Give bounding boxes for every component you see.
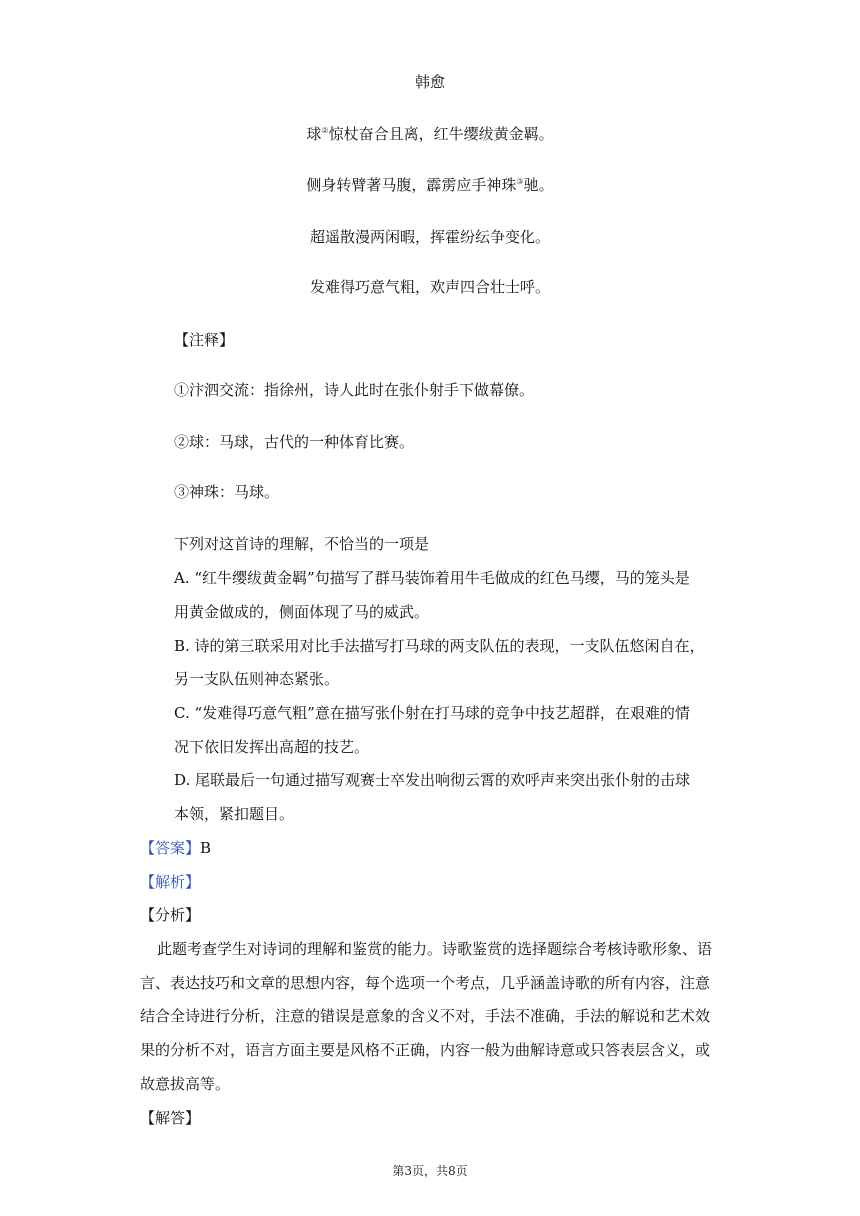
note-item: ②球：马球，古代的一种体育比赛。 (174, 433, 415, 451)
option-a-line1: A. “红牛缨绂黄金羁”句描写了群马装饰着用牛毛做成的红色马缨，马的笼头是 (174, 569, 690, 587)
fenxi-line: 果的分析不对，语言方面主要是风格不正确，内容一般为曲解诗意或只答表层含义，或 (140, 1041, 711, 1059)
option-c-line2: 况下依旧发挥出高超的技艺。 (174, 738, 370, 756)
option-b-line2: 另一支队伍则神态紧张。 (174, 670, 340, 688)
poem-line-4 (0, 277, 860, 297)
fenxi-line: 结合全诗进行分析，注意的错误是意象的含义不对，手法不准确，手法的解说和艺术效 (140, 1007, 711, 1025)
footnote-marker: ② (321, 126, 329, 135)
note-item: ①汴泗交流：指徐州，诗人此时在张仆射手下做幕僚。 (174, 381, 535, 399)
jieda-label: 【解答】 (140, 1109, 201, 1127)
fenxi-line: 言、表达技巧和文章的思想内容，每个选项一个考点，几乎涵盖诗歌的所有内容，注意 (140, 974, 711, 992)
option-a-line2: 用黄金做成的，侧面体现了马的威武。 (174, 603, 430, 621)
poem-line-text: 驰。 (523, 176, 554, 194)
page-number: 第3页，共8页 (392, 1164, 468, 1178)
fenxi-line: 故意拔高等。 (140, 1075, 231, 1093)
poem-line-text: 惊杖奋合且离，红牛缨绂黄金羁。 (328, 125, 554, 143)
poem-line-2 (0, 175, 860, 195)
poem-line-text: 侧身转臂著马腹，霹雳应手神珠 (306, 176, 517, 194)
option-d-line1: D. 尾联最后一句通过描写观赛士卒发出响彻云霄的欢呼声来突出张仆射的击球 (174, 771, 691, 789)
fenxi-label: 【分析】 (140, 906, 201, 924)
notes-heading: 【注释】 (174, 331, 235, 349)
poem-line-1 (0, 124, 860, 144)
poem-line-3 (0, 227, 860, 247)
option-c-line1: C. “发难得巧意气粗”意在描写张仆射在打马球的竞争中技艺超群，在艰难的情 (174, 704, 690, 722)
analysis-label: 【解析】 (140, 873, 201, 891)
poem-line-text: 超遥散漫两闲暇，挥霍纷纭争变化。 (309, 228, 550, 246)
answer-label: 【答案】 (140, 839, 201, 857)
question-stem: 下列对这首诗的理解，不恰当的一项是 (174, 535, 430, 553)
note-item: ③神珠：马球。 (174, 483, 280, 501)
poem-line-text: 发难得巧意气粗，欢声四合壮士呼。 (309, 278, 550, 296)
answer-row (140, 838, 211, 858)
option-b-line1: B. 诗的第三联采用对比手法描写打马球的两支队伍的表现，一支队伍悠闲自在， (174, 637, 705, 655)
poem-line-text: 球 (306, 125, 322, 143)
poem-author: 韩愈 (414, 73, 445, 91)
fenxi-line: 此题考查学生对诗词的理解和鉴赏的能力。诗歌鉴赏的选择题综合考核诗歌形象、语 (157, 940, 713, 958)
option-d-line2: 本领，紧扣题目。 (174, 805, 295, 823)
answer-value: B (200, 839, 212, 857)
footnote-marker: ③ (516, 177, 524, 186)
